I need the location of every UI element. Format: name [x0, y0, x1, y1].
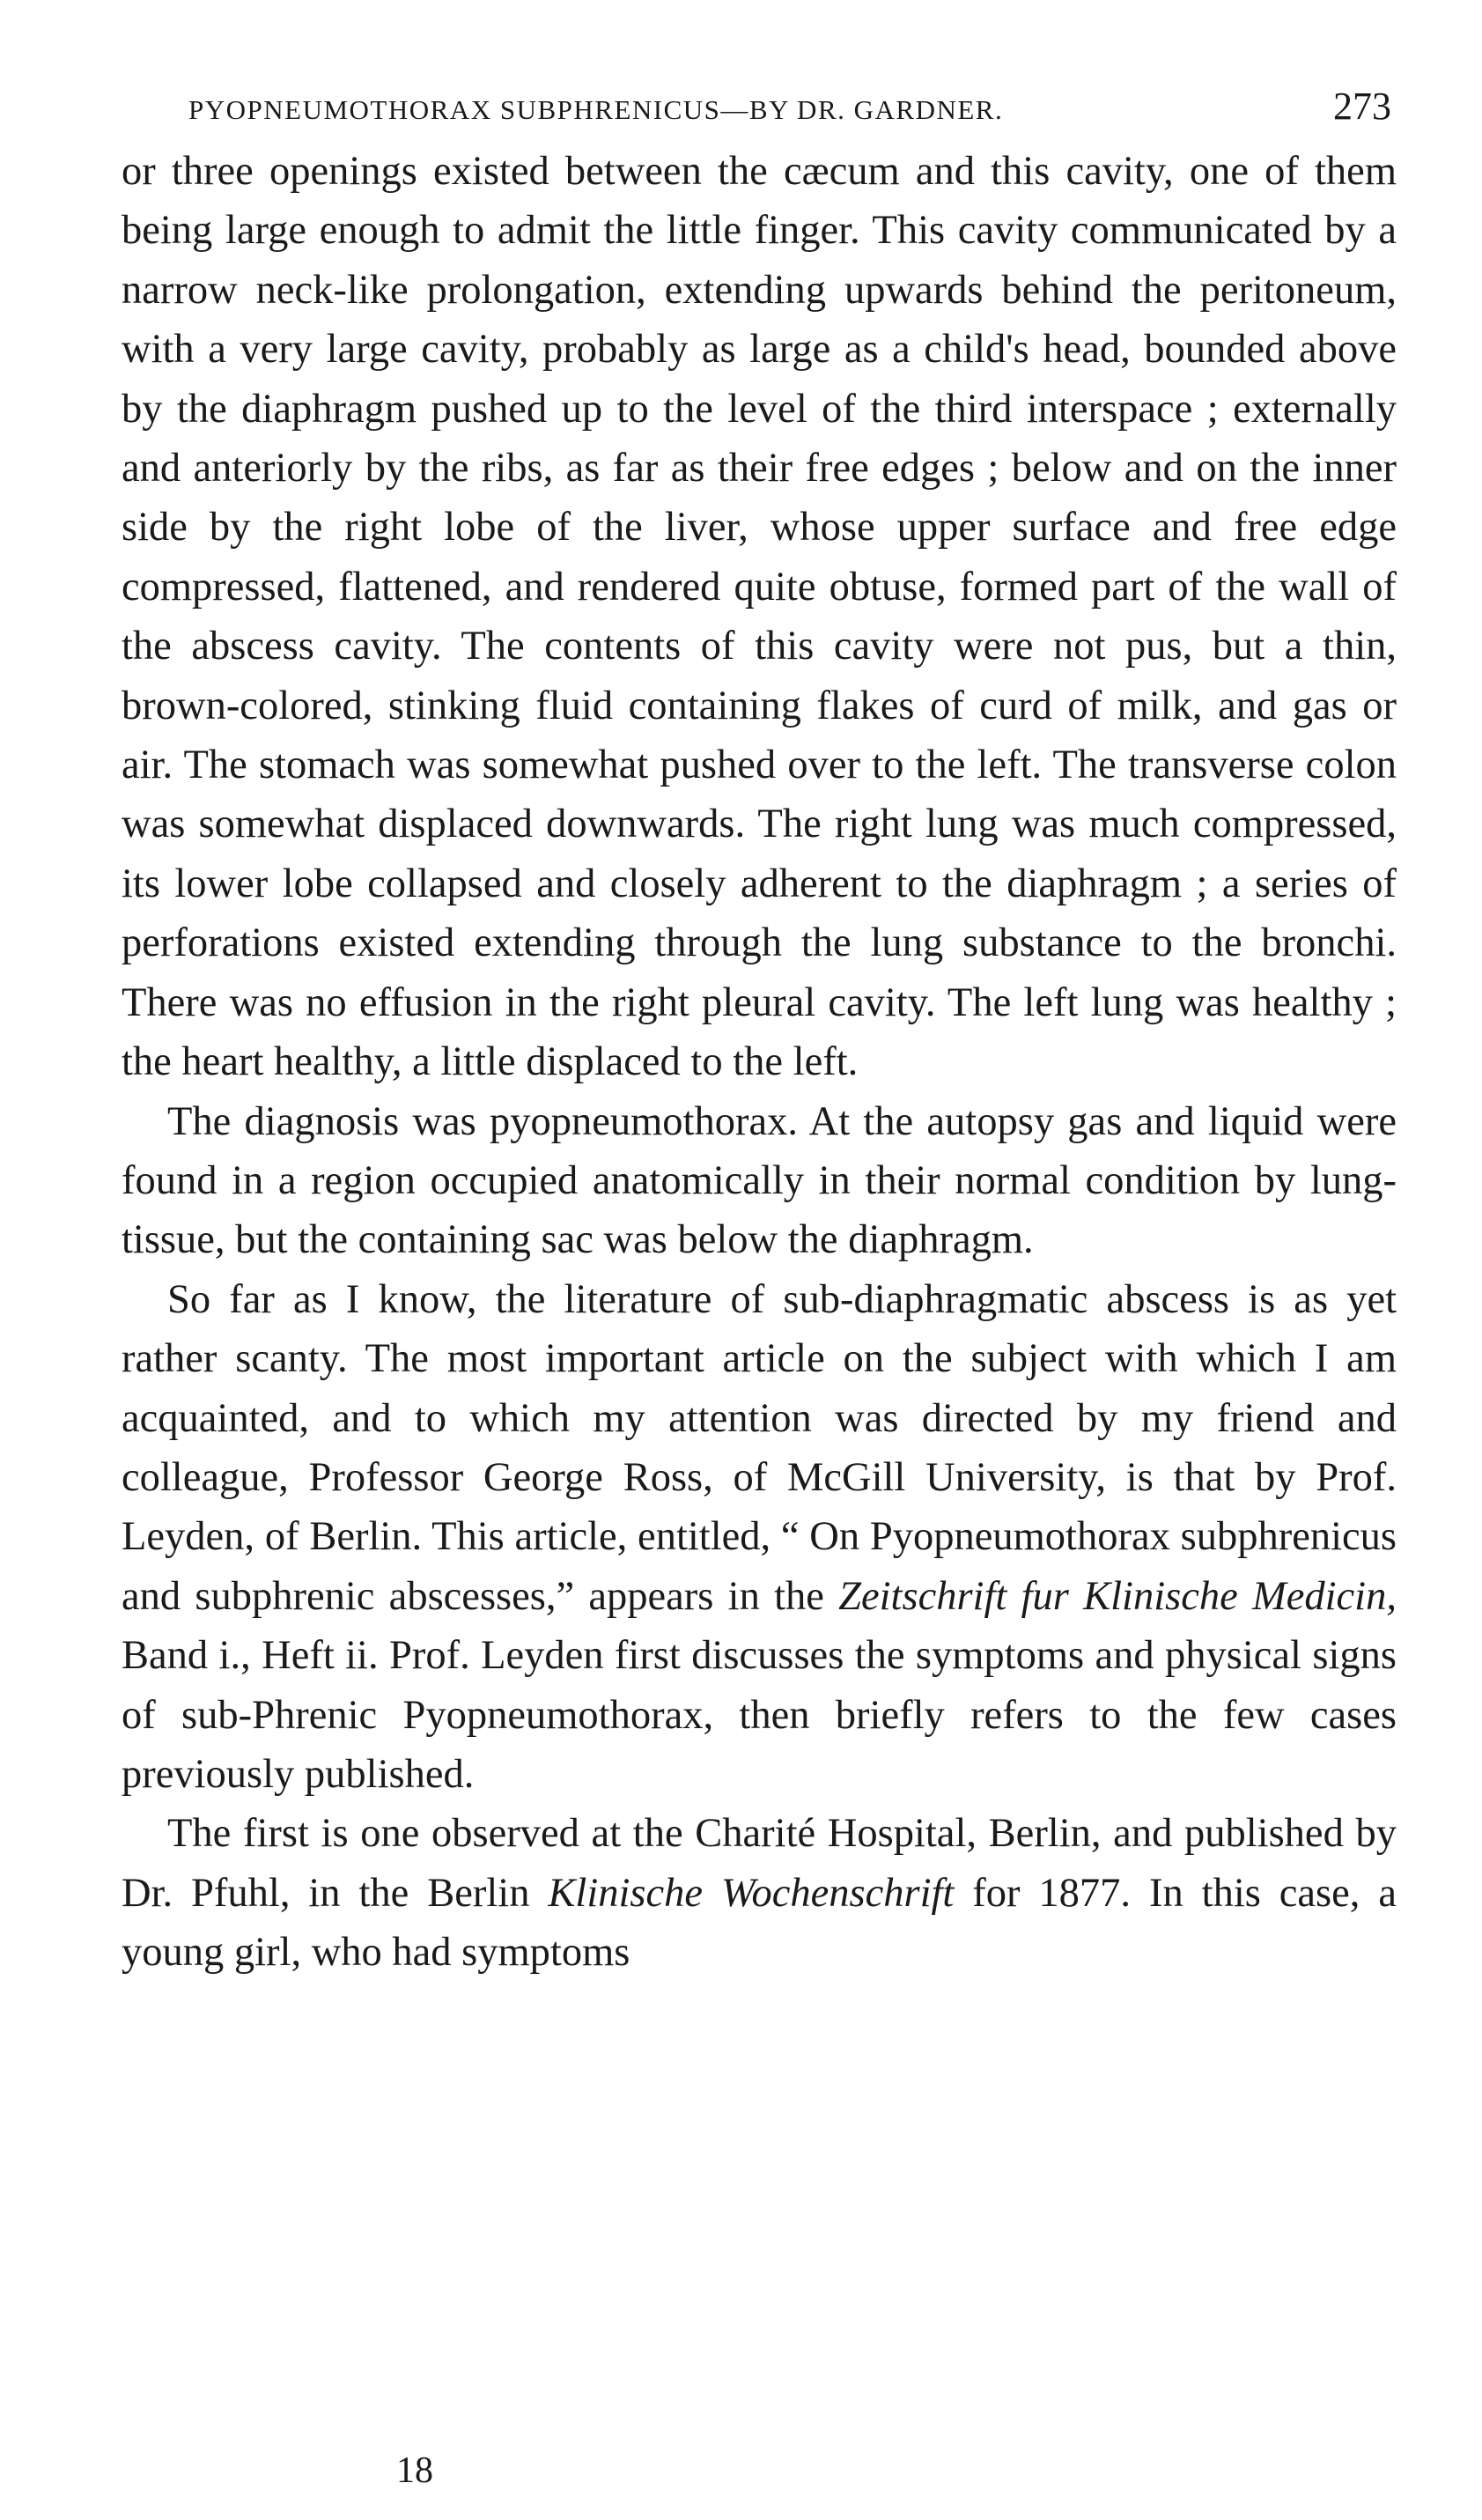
running-header	[122, 75, 1397, 142]
paragraph-text: The diagnosis was pyopneumothorax. At the autopsy gas and liquid were found in a region occupied anatomically in their normal condition by lung-tissue, but the containing sac was below the diaphragm.	[122, 1098, 1397, 1263]
paragraph-text: for 1877. In this case, a young girl, who had symptoms	[122, 1870, 1397, 1976]
signature-mark: 18	[396, 2450, 433, 2491]
paragraph-text: So far as I know, the literature of sub-diaphragmatic abscess is as yet rather scanty. The most important article on the subject with which I am acquainted, and to which my attention was directed by my friend and colleague, Professor George Ross, of McGill University, is that by Prof. Leyden, of Berlin. This article, entitled, “ On Pyopneumothorax subphrenicus and subphrenic abscesses,” appears in the	[122, 1276, 1397, 1619]
body-text	[122, 142, 1397, 1983]
running-title: PYOPNEUMOTHORAX SUBPHRENICUS—BY DR. GARDNER.	[188, 94, 1004, 125]
paragraph-literature	[122, 1270, 1397, 1805]
paragraph-diagnosis	[122, 1092, 1397, 1270]
paragraph-text: Band i., Heft ii. Prof. Leyden first discusses the symptoms and physical signs of sub-Phrenic Pyopneumothorax, then briefly refers to the few cases previously published.	[122, 1633, 1397, 1797]
journal-title: Klinische Wochenschrift	[548, 1870, 955, 1916]
paragraph-text: The first is one observed at the Charité Hospital, Berlin, and published by Dr. Pfuhl, in the Berlin	[122, 1811, 1397, 1916]
paragraph-text: or three openings existed between the cæcum and this cavity, one of them being large enough to admit the little finger. This cavity communicated by a narrow neck-like prolongation, extending upwards behind the peritoneum, with a very large cavity, probably as large as a child's head, bounded above by the diaphragm pushed up to the level of the third interspace ; externally and anteriorly by the ribs, as far as their free edges ; below and on the inner side by the right lobe of the liver, whose upper surface and free edge compressed, flattened, and rendered quite obtuse, formed part of the wall of the abscess cavity. The contents of this cavity were not pus, but a thin, brown-colored, stinking fluid containing flakes of curd of milk, and gas or air. The stomach was somewhat pushed over to the left. The transverse colon was somewhat displaced downwards. The right lung was much compressed, its lower lobe collapsed and closely adherent to the diaphragm ; a series of perforations existed extending through the lung substance to the bronchi. There was no effusion in the right pleural cavity. The left lung was healthy ; the heart healthy, a little displaced to the left.	[122, 149, 1397, 1085]
book-page	[122, 75, 1397, 1983]
journal-title: Zeitschrift fur Klinische Medicin,	[838, 1573, 1397, 1619]
paragraph-first-case	[122, 1804, 1397, 1982]
page-number: 273	[1333, 85, 1391, 128]
paragraph-autopsy-findings	[122, 142, 1397, 1092]
